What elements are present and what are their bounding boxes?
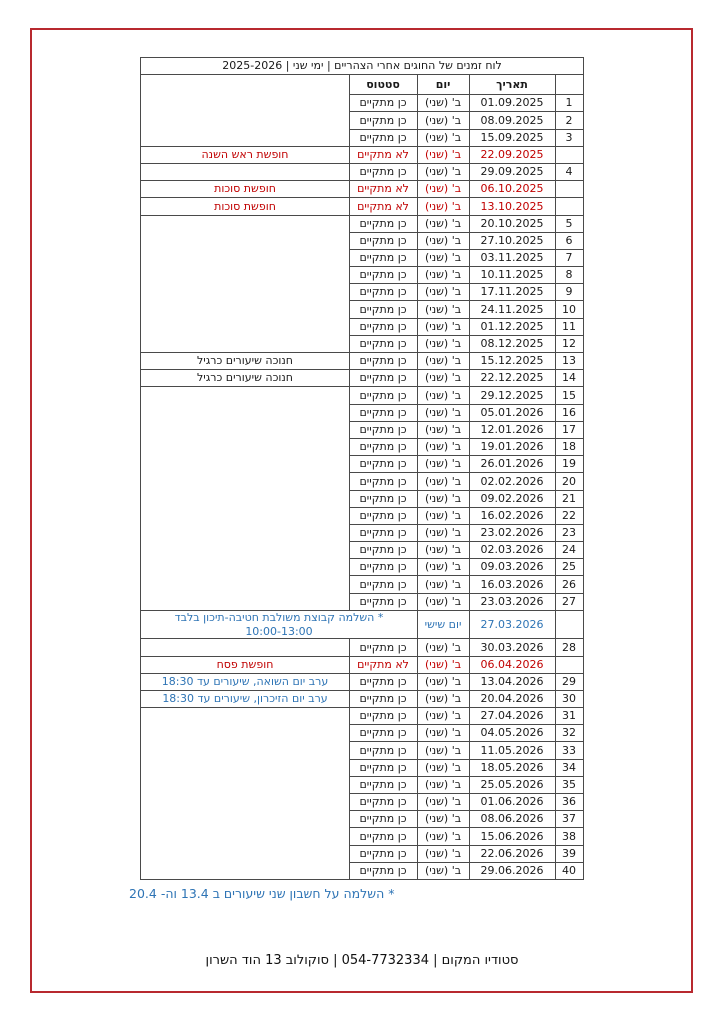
- cell-day: ב' (שני): [417, 95, 469, 112]
- cell-date: 16.02.2026: [469, 507, 555, 524]
- cell-status: כן מתקיים: [349, 490, 417, 507]
- cell-note: ערב יום הזיכרון, שיעורים עד 18:30: [141, 690, 349, 707]
- notes-cell-empty: [141, 387, 349, 610]
- column-header-status: סטטוס: [349, 75, 417, 95]
- table-row: [141, 673, 583, 690]
- cell-lesson-number: 37: [555, 811, 583, 828]
- notes-cell-empty: [141, 163, 349, 180]
- table-row: [141, 163, 583, 180]
- cell-day: ב' (שני): [417, 438, 469, 455]
- cell-day: ב' (שני): [417, 828, 469, 845]
- cell-date: 10.11.2025: [469, 267, 555, 284]
- cell-day: ב' (שני): [417, 421, 469, 438]
- cell-date: 05.01.2026: [469, 404, 555, 421]
- cell-lesson-number: 39: [555, 845, 583, 862]
- cell-lesson-number: [555, 181, 583, 198]
- cell-day: ב' (שני): [417, 811, 469, 828]
- page-content: [0, 57, 724, 901]
- cell-date: 15.12.2025: [469, 353, 555, 370]
- cell-status: כן מתקיים: [349, 232, 417, 249]
- cell-date: 01.09.2025: [469, 95, 555, 112]
- cell-status: כן מתקיים: [349, 301, 417, 318]
- cell-day: ב' (שני): [417, 370, 469, 387]
- cell-lesson-number: 11: [555, 318, 583, 335]
- cell-status: כן מתקיים: [349, 542, 417, 559]
- cell-day: ב' (שני): [417, 146, 469, 163]
- cell-status: כן מתקיים: [349, 507, 417, 524]
- cell-lesson-number: 5: [555, 215, 583, 232]
- cell-day: ב' (שני): [417, 708, 469, 725]
- cell-status: כן מתקיים: [349, 129, 417, 146]
- special-session-note-line1: * השלמה קבוצת משולבת חטיבה-תיכון בלבד: [174, 610, 384, 624]
- cell-day: ב' (שני): [417, 353, 469, 370]
- cell-date: 22.12.2025: [469, 370, 555, 387]
- cell-lesson-number: 22: [555, 507, 583, 524]
- cell-date: 13.10.2025: [469, 198, 555, 215]
- cell-date: 09.02.2026: [469, 490, 555, 507]
- cell-status: כן מתקיים: [349, 370, 417, 387]
- cell-day: ב' (שני): [417, 318, 469, 335]
- cell-day: ב' (שני): [417, 794, 469, 811]
- cell-date: 22.06.2026: [469, 845, 555, 862]
- cell-lesson-number: 24: [555, 542, 583, 559]
- cell-lesson-number: 3: [555, 129, 583, 146]
- cell-status: כן מתקיים: [349, 404, 417, 421]
- cell-lesson-number: 33: [555, 742, 583, 759]
- cell-status: כן מתקיים: [349, 473, 417, 490]
- column-header-date: תאריך: [469, 75, 555, 95]
- cell-date: 29.06.2026: [469, 862, 555, 879]
- cell-status: כן מתקיים: [349, 353, 417, 370]
- cell-lesson-number: [555, 146, 583, 163]
- cell-lesson-number: 32: [555, 725, 583, 742]
- cell-date: 09.03.2026: [469, 559, 555, 576]
- cell-status: כן מתקיים: [349, 576, 417, 593]
- table-row: [141, 690, 583, 707]
- cell-status: כן מתקיים: [349, 845, 417, 862]
- cell-day: ב' (שני): [417, 404, 469, 421]
- column-header-day: יום: [417, 75, 469, 95]
- cell-day: ב' (שני): [417, 742, 469, 759]
- cell-date: 19.01.2026: [469, 438, 555, 455]
- table-row: [141, 370, 583, 387]
- cell-lesson-number: 2: [555, 112, 583, 129]
- cell-day: ב' (שני): [417, 232, 469, 249]
- cell-day: ב' (שני): [417, 129, 469, 146]
- cell-day: יום שישי: [417, 610, 469, 639]
- cell-status: כן מתקיים: [349, 725, 417, 742]
- cell-date: 08.09.2025: [469, 112, 555, 129]
- cell-status: כן מתקיים: [349, 387, 417, 404]
- cell-status: כן מתקיים: [349, 284, 417, 301]
- cell-lesson-number: 26: [555, 576, 583, 593]
- cell-day: ב' (שני): [417, 163, 469, 180]
- notes-cell-empty: [141, 75, 349, 147]
- cell-date: 13.04.2026: [469, 673, 555, 690]
- cell-day: ב' (שני): [417, 507, 469, 524]
- cell-date: 04.05.2026: [469, 725, 555, 742]
- cell-status: כן מתקיים: [349, 335, 417, 352]
- cell-lesson-number: 23: [555, 524, 583, 541]
- cell-date: 23.03.2026: [469, 593, 555, 610]
- cell-day: ב' (שני): [417, 473, 469, 490]
- cell-lesson-number: 7: [555, 249, 583, 266]
- cell-day: ב' (שני): [417, 387, 469, 404]
- cell-lesson-number: 1: [555, 95, 583, 112]
- cell-lesson-number: 10: [555, 301, 583, 318]
- cell-day: ב' (שני): [417, 862, 469, 879]
- cell-lesson-number: 30: [555, 690, 583, 707]
- cell-date: 15.06.2026: [469, 828, 555, 845]
- cell-day: ב' (שני): [417, 576, 469, 593]
- cell-day: ב' (שני): [417, 776, 469, 793]
- cell-day: ב' (שני): [417, 559, 469, 576]
- page-title: לוח זמנים של החוגים אחרי הצהריים | ימי שני | 2025-2026: [141, 58, 583, 75]
- cell-status: כן מתקיים: [349, 593, 417, 610]
- cell-day: ב' (שני): [417, 267, 469, 284]
- schedule-table: [140, 57, 583, 880]
- cell-lesson-number: [555, 610, 583, 639]
- cell-note: חנוכה שיעורים כרגיל: [141, 353, 349, 370]
- notes-cell-empty: [141, 708, 349, 880]
- cell-status: לא מתקיים: [349, 198, 417, 215]
- cell-status: לא מתקיים: [349, 181, 417, 198]
- cell-lesson-number: [555, 198, 583, 215]
- cell-day: ב' (שני): [417, 656, 469, 673]
- cell-lesson-number: 36: [555, 794, 583, 811]
- cell-date: 16.03.2026: [469, 576, 555, 593]
- notes-cell-empty: [141, 215, 349, 353]
- cell-date: 08.12.2025: [469, 335, 555, 352]
- cell-date: 02.02.2026: [469, 473, 555, 490]
- cell-lesson-number: 4: [555, 163, 583, 180]
- cell-status: כן מתקיים: [349, 438, 417, 455]
- cell-lesson-number: 21: [555, 490, 583, 507]
- cell-lesson-number: 34: [555, 759, 583, 776]
- cell-status: כן מתקיים: [349, 267, 417, 284]
- cell-lesson-number: 14: [555, 370, 583, 387]
- cell-day: ב' (שני): [417, 639, 469, 656]
- cell-lesson-number: 28: [555, 639, 583, 656]
- cell-status: כן מתקיים: [349, 828, 417, 845]
- cell-day: ב' (שני): [417, 490, 469, 507]
- cell-status: לא מתקיים: [349, 146, 417, 163]
- cell-lesson-number: 40: [555, 862, 583, 879]
- table-row: [141, 215, 583, 232]
- cell-lesson-number: 16: [555, 404, 583, 421]
- cell-date: 29.12.2025: [469, 387, 555, 404]
- cell-date: 17.11.2025: [469, 284, 555, 301]
- cell-date: 27.03.2026: [469, 610, 555, 639]
- cell-lesson-number: 31: [555, 708, 583, 725]
- special-session-note-line2: 10:00-13:00: [245, 624, 313, 638]
- cell-date: 27.10.2025: [469, 232, 555, 249]
- cell-status: כן מתקיים: [349, 811, 417, 828]
- cell-date: 11.05.2026: [469, 742, 555, 759]
- title-row: [141, 58, 583, 75]
- cell-note: חופשת סוכות: [141, 198, 349, 215]
- cell-day: ב' (שני): [417, 456, 469, 473]
- cell-status: כן מתקיים: [349, 249, 417, 266]
- cell-date: 20.10.2025: [469, 215, 555, 232]
- cell-date: 22.09.2025: [469, 146, 555, 163]
- cell-date: 02.03.2026: [469, 542, 555, 559]
- cell-lesson-number: 9: [555, 284, 583, 301]
- cell-day: ב' (שני): [417, 673, 469, 690]
- cell-note: חופשת ראש השנה: [141, 146, 349, 163]
- cell-lesson-number: 29: [555, 673, 583, 690]
- cell-status: כן מתקיים: [349, 639, 417, 656]
- cell-lesson-number: 35: [555, 776, 583, 793]
- cell-status: כן מתקיים: [349, 95, 417, 112]
- cell-status: כן מתקיים: [349, 690, 417, 707]
- cell-status: כן מתקיים: [349, 456, 417, 473]
- completion-footnote: [129, 885, 583, 901]
- table-row: [141, 708, 583, 725]
- notes-cell-empty: [141, 639, 349, 656]
- completion-footnote-text: * השלמה על חשבון שני שיעורים ב 13.4 וה- 20.4: [129, 885, 395, 901]
- cell-day: ב' (שני): [417, 284, 469, 301]
- cell-status: כן מתקיים: [349, 776, 417, 793]
- cell-date: 27.04.2026: [469, 708, 555, 725]
- cell-status: כן מתקיים: [349, 742, 417, 759]
- cell-status: לא מתקיים: [349, 656, 417, 673]
- cell-date: 26.01.2026: [469, 456, 555, 473]
- cell-day: ב' (שני): [417, 593, 469, 610]
- cell-lesson-number: 38: [555, 828, 583, 845]
- cell-date: 01.12.2025: [469, 318, 555, 335]
- cell-status: כן מתקיים: [349, 524, 417, 541]
- cell-date: 06.04.2026: [469, 656, 555, 673]
- studio-footer: סטודיו המקום | 054-7732334 | סוקולוב 13 הוד השרון: [205, 953, 519, 968]
- header-row: [141, 75, 583, 95]
- table-row: [141, 387, 583, 404]
- cell-status: כן מתקיים: [349, 759, 417, 776]
- cell-lesson-number: 18: [555, 438, 583, 455]
- cell-date: 30.03.2026: [469, 639, 555, 656]
- cell-status: כן מתקיים: [349, 559, 417, 576]
- cell-day: ב' (שני): [417, 181, 469, 198]
- cell-status: כן מתקיים: [349, 215, 417, 232]
- cell-lesson-number: 8: [555, 267, 583, 284]
- cell-note: חופשת פסח: [141, 656, 349, 673]
- cell-day: ב' (שני): [417, 725, 469, 742]
- cell-date: 18.05.2026: [469, 759, 555, 776]
- cell-date: 06.10.2025: [469, 181, 555, 198]
- cell-note: ערב יום השואה, שיעורים עד 18:30: [141, 673, 349, 690]
- cell-lesson-number: 19: [555, 456, 583, 473]
- table-row: [141, 146, 583, 163]
- cell-date: 29.09.2025: [469, 163, 555, 180]
- cell-date: 25.05.2026: [469, 776, 555, 793]
- table-row: [141, 656, 583, 673]
- cell-date: 15.09.2025: [469, 129, 555, 146]
- cell-lesson-number: 25: [555, 559, 583, 576]
- cell-lesson-number: 6: [555, 232, 583, 249]
- cell-lesson-number: 27: [555, 593, 583, 610]
- cell-status: כן מתקיים: [349, 318, 417, 335]
- cell-status: כן מתקיים: [349, 163, 417, 180]
- cell-lesson-number: 20: [555, 473, 583, 490]
- cell-day: ב' (שני): [417, 249, 469, 266]
- cell-status: כן מתקיים: [349, 862, 417, 879]
- cell-day: ב' (שני): [417, 690, 469, 707]
- cell-day: ב' (שני): [417, 335, 469, 352]
- cell-day: ב' (שני): [417, 301, 469, 318]
- cell-status: כן מתקיים: [349, 794, 417, 811]
- column-header-num: [555, 75, 583, 95]
- cell-date: 24.11.2025: [469, 301, 555, 318]
- cell-lesson-number: 15: [555, 387, 583, 404]
- cell-status: כן מתקיים: [349, 112, 417, 129]
- table-row: [141, 198, 583, 215]
- cell-date: 01.06.2026: [469, 794, 555, 811]
- cell-day: ב' (שני): [417, 215, 469, 232]
- cell-date: 23.02.2026: [469, 524, 555, 541]
- cell-note: חנוכה שיעורים כרגיל: [141, 370, 349, 387]
- cell-lesson-number: 17: [555, 421, 583, 438]
- table-row: [141, 610, 583, 639]
- cell-day: ב' (שני): [417, 524, 469, 541]
- cell-status: כן מתקיים: [349, 673, 417, 690]
- cell-day: ב' (שני): [417, 542, 469, 559]
- table-row: [141, 353, 583, 370]
- cell-day: ב' (שני): [417, 759, 469, 776]
- cell-lesson-number: [555, 656, 583, 673]
- cell-date: 03.11.2025: [469, 249, 555, 266]
- cell-date: 20.04.2026: [469, 690, 555, 707]
- cell-lesson-number: 13: [555, 353, 583, 370]
- cell-date: 08.06.2026: [469, 811, 555, 828]
- cell-status: כן מתקיים: [349, 708, 417, 725]
- cell-day: ב' (שני): [417, 198, 469, 215]
- cell-day: ב' (שני): [417, 845, 469, 862]
- special-session-note: [141, 610, 417, 639]
- cell-lesson-number: 12: [555, 335, 583, 352]
- table-row: [141, 181, 583, 198]
- cell-day: ב' (שני): [417, 112, 469, 129]
- cell-status: כן מתקיים: [349, 421, 417, 438]
- cell-date: 12.01.2026: [469, 421, 555, 438]
- table-row: [141, 639, 583, 656]
- cell-note: חופשת סוכות: [141, 181, 349, 198]
